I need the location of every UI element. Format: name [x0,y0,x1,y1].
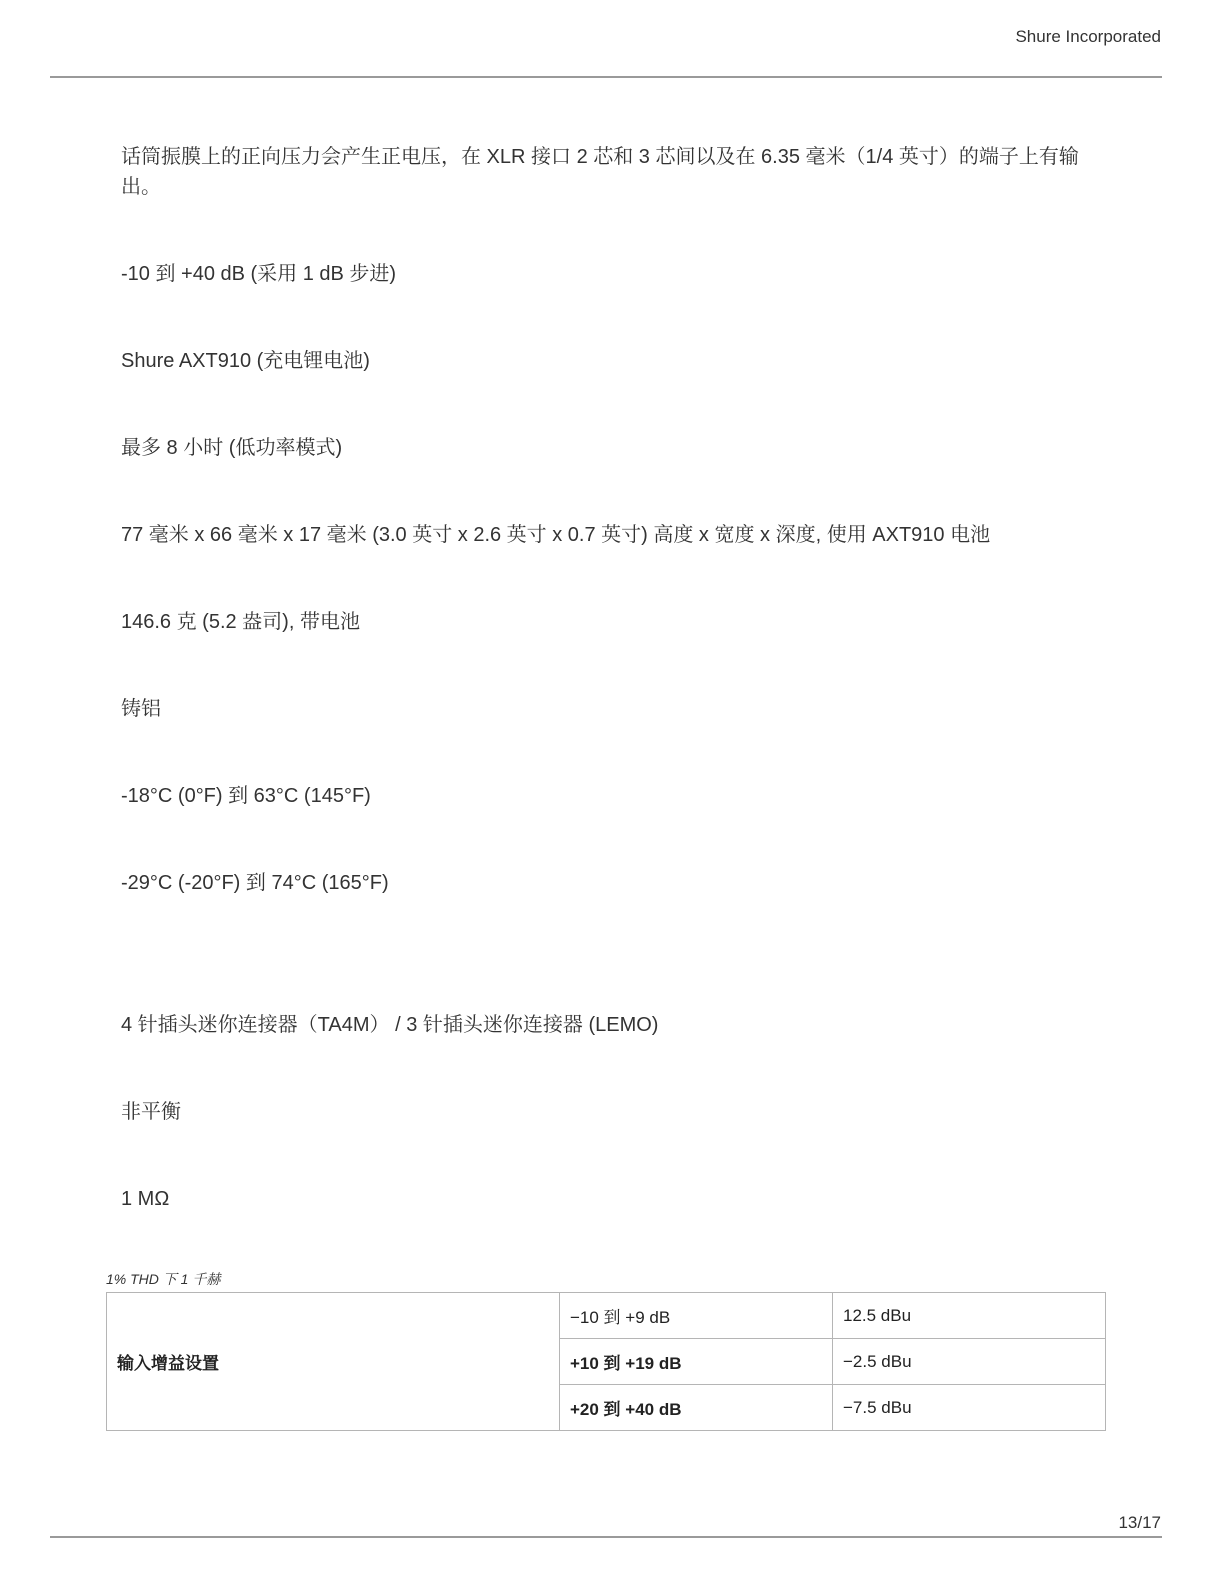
table-row [107,1293,1106,1339]
spec-connector: 4 针插头迷你连接器（TA4M） / 3 针插头迷你连接器 (LEMO) [121,1014,659,1036]
input-gain-setting-label: 输入增益设置 [107,1293,560,1431]
spec-weight: 146.6 克 (5.2 盎司), 带电池 [121,611,360,633]
spec-polarity: 话筒振膜上的正向压力会产生正电压，在 XLR 接口 2 芯和 3 芯间以及在 6.35 毫米（1/4 英寸）的端子上有输出。 [121,146,1079,198]
max-input-level-cell: −7.5 dBu [833,1385,1106,1431]
gain-range-cell: +20 到 +40 dB [560,1385,833,1431]
spec-configuration: 非平衡 [121,1101,181,1123]
header-company-name: Shure Incorporated [1015,27,1161,46]
spec-battery-life: 最多 8 小时 (低功率模式) [121,437,343,459]
spec-housing: 铸铝 [121,698,161,720]
spec-gain-range: -10 到 +40 dB (采用 1 dB 步进) [121,263,397,285]
gain-range-cell: −10 到 +9 dB [560,1293,833,1339]
page-number: 13/17 [1118,1513,1161,1532]
spec-dimensions: 77 毫米 x 66 毫米 x 17 毫米 (3.0 英寸 x 2.6 英寸 x 0.7 英寸) 高度 x 宽度 x 深度, 使用 AXT910 电池 [121,524,991,546]
spec-battery: Shure AXT910 (充电锂电池) [121,350,370,372]
max-input-level-cell: 12.5 dBu [833,1293,1106,1339]
max-input-level-cell: −2.5 dBu [833,1339,1106,1385]
spec-storage-temperature: -29°C (-20°F) 到 74°C (165°F) [121,872,389,894]
spec-impedance: 1 MΩ [121,1188,170,1210]
input-level-table [106,1292,1106,1431]
header-divider [50,76,1162,78]
footer-divider [50,1536,1162,1538]
spec-operating-temperature: -18°C (0°F) 到 63°C (145°F) [121,785,371,807]
gain-range-cell: +10 到 +19 dB [560,1339,833,1385]
table-caption: 1% THD 下 1 千赫 [106,1271,221,1287]
